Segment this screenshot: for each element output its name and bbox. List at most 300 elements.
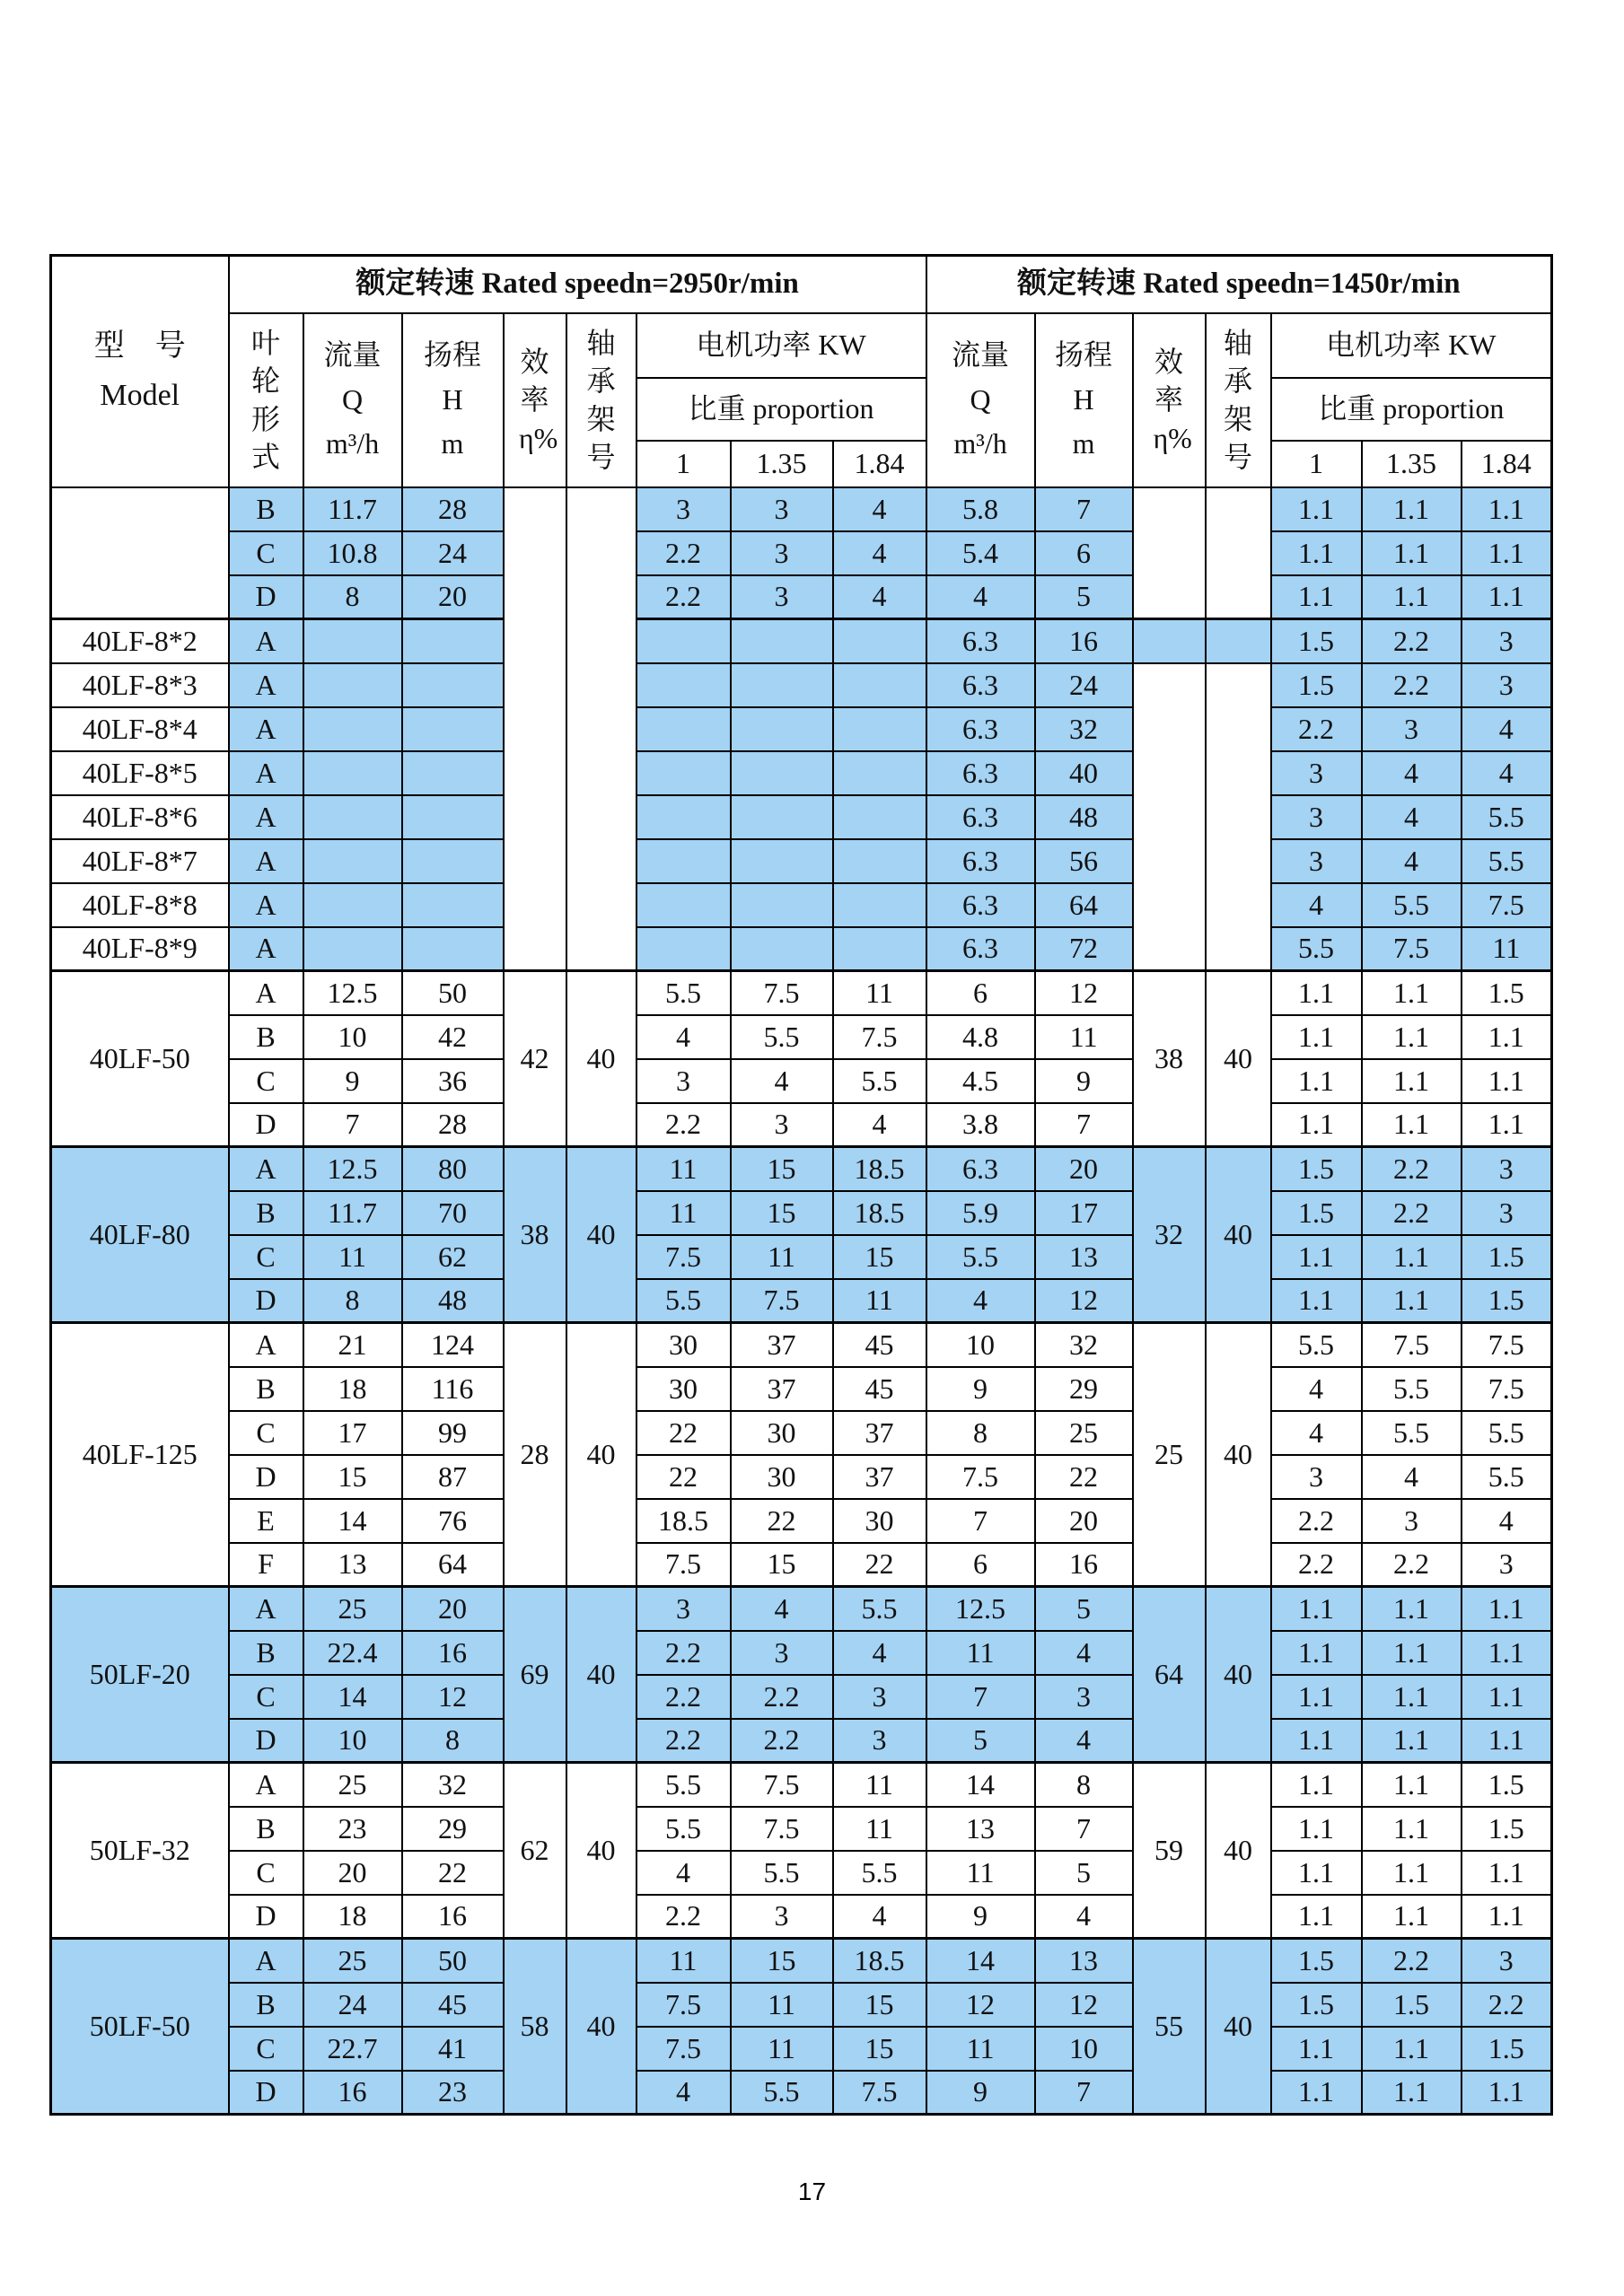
cell-power-2950: 5.5: [731, 2071, 833, 2115]
cell-efficiency-2950: 28: [504, 1323, 566, 1587]
cell-head-2950: [402, 751, 504, 795]
cell-power-1450: 1.1: [1462, 1015, 1552, 1059]
cell-power-1450: 1.1: [1362, 1631, 1462, 1675]
table-row: [51, 619, 1552, 663]
cell-impeller: D: [229, 2071, 303, 2115]
cell-efficiency-1450: [1133, 663, 1206, 971]
cell-flow-1450: 9: [926, 2071, 1035, 2115]
table-row: [51, 1015, 1552, 1059]
cell-power-1450: 1.1: [1362, 971, 1462, 1015]
cell-impeller: A: [229, 795, 303, 839]
cell-head-2950: 116: [402, 1367, 504, 1411]
cell-flow-1450: 6.3: [926, 707, 1035, 751]
cell-head-1450: 6: [1035, 531, 1133, 575]
cell-power-1450: 1.5: [1462, 1763, 1552, 1807]
cell-power-1450: 4: [1271, 1411, 1362, 1455]
cell-flow-1450: 4.5: [926, 1059, 1035, 1103]
table-row: [51, 1147, 1552, 1191]
cell-head-2950: 36: [402, 1059, 504, 1103]
cell-power-2950: 3: [731, 487, 833, 531]
cell-power-1450: 1.1: [1462, 487, 1552, 531]
cell-power-1450: 1.1: [1362, 1763, 1462, 1807]
cell-power-2950: 7.5: [636, 1235, 731, 1279]
cell-power-1450: 1.1: [1271, 1059, 1362, 1103]
cell-power-2950: 3: [731, 1103, 833, 1147]
proportion-header-2950: 比重 proportion: [636, 378, 926, 441]
cell-power-2950: [833, 751, 926, 795]
cell-head-2950: [402, 663, 504, 707]
cell-impeller: B: [229, 1191, 303, 1235]
cell-flow-1450: 7: [926, 1499, 1035, 1543]
cell-flow-2950: 8: [303, 1279, 402, 1323]
cell-power-2950: 18.5: [636, 1499, 731, 1543]
cell-power-1450: 4: [1362, 751, 1462, 795]
cell-efficiency-1450: 64: [1133, 1587, 1206, 1763]
cell-power-2950: 15: [731, 1543, 833, 1587]
cell-power-1450: 1.5: [1462, 1807, 1552, 1851]
cell-power-2950: 2.2: [636, 1631, 731, 1675]
cell-power-1450: 7.5: [1362, 1323, 1462, 1367]
cell-efficiency-2950: 38: [504, 1147, 566, 1323]
cell-power-1450: 3: [1362, 1499, 1462, 1543]
cell-flow-1450: 12.5: [926, 1587, 1035, 1631]
cell-flow-1450: 5: [926, 1719, 1035, 1763]
cell-power-2950: 4: [731, 1059, 833, 1103]
cell-impeller: A: [229, 1147, 303, 1191]
cell-impeller: B: [229, 487, 303, 531]
cell-power-1450: 7.5: [1462, 1367, 1552, 1411]
cell-flow-2950: 25: [303, 1587, 402, 1631]
sg-135-2950: 1.35: [731, 441, 833, 487]
proportion-header-1450: 比重 proportion: [1271, 378, 1552, 441]
cell-power-2950: 37: [731, 1323, 833, 1367]
cell-model: 40LF-8*3: [51, 663, 229, 707]
cell-impeller: C: [229, 1235, 303, 1279]
cell-power-2950: 2.2: [636, 1719, 731, 1763]
cell-power-1450: 1.1: [1362, 1279, 1462, 1323]
cell-power-2950: 18.5: [833, 1939, 926, 1983]
cell-power-2950: 15: [833, 1983, 926, 2027]
cell-power-1450: 2.2: [1362, 663, 1462, 707]
cell-flow-2950: 16: [303, 2071, 402, 2115]
cell-power-2950: [833, 927, 926, 971]
cell-impeller: C: [229, 1675, 303, 1719]
cell-impeller: A: [229, 1763, 303, 1807]
cell-power-1450: 1.1: [1271, 1807, 1362, 1851]
cell-power-1450: 1.1: [1271, 487, 1362, 531]
cell-flow-1450: 5.4: [926, 531, 1035, 575]
cell-head-2950: 80: [402, 1147, 504, 1191]
table-row: [51, 883, 1552, 927]
cell-power-1450: 1.1: [1362, 2071, 1462, 2115]
table-row: [51, 1983, 1552, 2027]
cell-head-2950: 42: [402, 1015, 504, 1059]
table-row: [51, 1719, 1552, 1763]
table-row: [51, 1499, 1552, 1543]
cell-power-2950: 3: [636, 1059, 731, 1103]
cell-power-1450: 3: [1271, 751, 1362, 795]
cell-efficiency-2950: 58: [504, 1939, 566, 2115]
cell-head-2950: [402, 883, 504, 927]
table-row: [51, 1587, 1552, 1631]
cell-power-2950: 30: [731, 1455, 833, 1499]
cell-flow-1450: 6.3: [926, 839, 1035, 883]
table-row: [51, 1411, 1552, 1455]
cell-power-2950: 22: [833, 1543, 926, 1587]
cell-impeller: A: [229, 663, 303, 707]
cell-impeller: C: [229, 1059, 303, 1103]
cell-head-1450: 17: [1035, 1191, 1133, 1235]
cell-power-2950: 22: [636, 1455, 731, 1499]
cell-flow-1450: 10: [926, 1323, 1035, 1367]
table-row: [51, 1455, 1552, 1499]
cell-head-2950: [402, 927, 504, 971]
cell-power-2950: [731, 619, 833, 663]
cell-efficiency-1450: 38: [1133, 971, 1206, 1147]
cell-power-2950: [636, 839, 731, 883]
cell-head-2950: 99: [402, 1411, 504, 1455]
cell-power-2950: 3: [731, 575, 833, 619]
table-row: [51, 2071, 1552, 2115]
cell-flow-1450: 6: [926, 1543, 1035, 1587]
cell-impeller: D: [229, 1455, 303, 1499]
cell-head-2950: 64: [402, 1543, 504, 1587]
cell-power-2950: 3: [636, 1587, 731, 1631]
cell-flow-2950: 15: [303, 1455, 402, 1499]
cell-power-2950: [636, 707, 731, 751]
sg-1-2950: 1: [636, 441, 731, 487]
cell-power-2950: 4: [833, 487, 926, 531]
cell-flow-2950: 12.5: [303, 971, 402, 1015]
cell-power-1450: 1.1: [1362, 1851, 1462, 1895]
cell-power-2950: [731, 707, 833, 751]
cell-power-1450: 4: [1362, 1455, 1462, 1499]
cell-bearing-2950: 40: [566, 1323, 636, 1587]
cell-impeller: A: [229, 883, 303, 927]
cell-power-2950: 11: [833, 971, 926, 1015]
cell-impeller: B: [229, 1983, 303, 2027]
cell-power-1450: 3: [1462, 1191, 1552, 1235]
cell-flow-1450: 12: [926, 1983, 1035, 2027]
cell-flow-1450: 11: [926, 1631, 1035, 1675]
table-row: [51, 1367, 1552, 1411]
cell-head-1450: 5: [1035, 575, 1133, 619]
cell-model: 40LF-80: [51, 1147, 229, 1323]
cell-power-1450: 5.5: [1271, 1323, 1362, 1367]
cell-power-1450: 1.1: [1271, 1719, 1362, 1763]
cell-power-1450: 5.5: [1462, 1411, 1552, 1455]
cell-power-1450: 4: [1462, 751, 1552, 795]
cell-power-1450: 7.5: [1462, 883, 1552, 927]
cell-power-2950: 4: [636, 2071, 731, 2115]
cell-flow-2950: 11.7: [303, 1191, 402, 1235]
cell-power-2950: 2.2: [636, 1895, 731, 1939]
cell-flow-2950: 10: [303, 1719, 402, 1763]
cell-head-2950: 23: [402, 2071, 504, 2115]
cell-power-2950: 5.5: [636, 971, 731, 1015]
cell-head-2950: 8: [402, 1719, 504, 1763]
cell-power-1450: 1.1: [1362, 531, 1462, 575]
cell-power-1450: 1.5: [1271, 1147, 1362, 1191]
cell-flow-1450: 6.3: [926, 795, 1035, 839]
table-row: [51, 1763, 1552, 1807]
cell-head-2950: 70: [402, 1191, 504, 1235]
flow-header-1450: 流量 Q m³/h: [926, 313, 1035, 487]
cell-power-1450: 1.5: [1271, 1191, 1362, 1235]
cell-power-1450: 1.5: [1271, 1983, 1362, 2027]
cell-power-2950: 11: [636, 1191, 731, 1235]
cell-head-1450: 32: [1035, 1323, 1133, 1367]
cell-impeller: D: [229, 1279, 303, 1323]
cell-model: 40LF-8*8: [51, 883, 229, 927]
cell-power-1450: 1.1: [1271, 1851, 1362, 1895]
cell-head-1450: 13: [1035, 1939, 1133, 1983]
cell-head-1450: 7: [1035, 1103, 1133, 1147]
cell-model: 40LF-8*5: [51, 751, 229, 795]
cell-power-2950: 2.2: [636, 1103, 731, 1147]
cell-head-1450: 4: [1035, 1631, 1133, 1675]
cell-power-1450: 2.2: [1271, 1543, 1362, 1587]
cell-bearing-1450: [1206, 663, 1271, 971]
cell-efficiency-1450: [1133, 487, 1206, 619]
cell-power-2950: 7.5: [731, 1279, 833, 1323]
cell-power-2950: 7.5: [731, 1763, 833, 1807]
cell-power-2950: 5.5: [833, 1587, 926, 1631]
cell-flow-1450: 5.8: [926, 487, 1035, 531]
cell-impeller: A: [229, 971, 303, 1015]
impeller-header: 叶轮形式: [229, 313, 303, 487]
cell-power-2950: 30: [731, 1411, 833, 1455]
cell-power-1450: 1.1: [1271, 1279, 1362, 1323]
cell-head-2950: 32: [402, 1763, 504, 1807]
cell-power-1450: 7.5: [1362, 927, 1462, 971]
cell-head-2950: 50: [402, 971, 504, 1015]
cell-power-1450: 2.2: [1362, 1147, 1462, 1191]
cell-power-2950: [731, 927, 833, 971]
cell-power-2950: 37: [731, 1367, 833, 1411]
cell-power-2950: [731, 883, 833, 927]
cell-power-2950: 7.5: [731, 1807, 833, 1851]
cell-power-1450: 1.1: [1462, 531, 1552, 575]
cell-head-2950: 50: [402, 1939, 504, 1983]
head-header-2950: 扬程 H m: [402, 313, 504, 487]
cell-head-1450: 32: [1035, 707, 1133, 751]
cell-power-2950: 4: [833, 1895, 926, 1939]
cell-power-2950: [833, 619, 926, 663]
cell-power-2950: 5.5: [636, 1279, 731, 1323]
cell-power-2950: 7.5: [636, 2027, 731, 2071]
cell-head-2950: [402, 839, 504, 883]
cell-flow-2950: 11: [303, 1235, 402, 1279]
table-row: [51, 663, 1552, 707]
cell-power-2950: 2.2: [636, 575, 731, 619]
sg-184-1450: 1.84: [1462, 441, 1552, 487]
cell-power-1450: 2.2: [1362, 619, 1462, 663]
cell-model: 40LF-8*7: [51, 839, 229, 883]
cell-power-2950: 3: [833, 1719, 926, 1763]
cell-flow-2950: 18: [303, 1895, 402, 1939]
cell-power-1450: 1.1: [1271, 575, 1362, 619]
cell-bearing-2950: 40: [566, 1147, 636, 1323]
cell-model: 40LF-125: [51, 1323, 229, 1587]
cell-power-2950: 2.2: [731, 1675, 833, 1719]
speed-2950-header: 额定转速 Rated speedn=2950r/min: [229, 256, 926, 313]
cell-flow-2950: 14: [303, 1675, 402, 1719]
cell-head-2950: 16: [402, 1631, 504, 1675]
cell-head-2950: 24: [402, 531, 504, 575]
cell-head-2950: 76: [402, 1499, 504, 1543]
cell-flow-1450: 13: [926, 1807, 1035, 1851]
cell-flow-1450: 11: [926, 1851, 1035, 1895]
cell-head-1450: 16: [1035, 1543, 1133, 1587]
cell-flow-2950: [303, 883, 402, 927]
cell-model: 40LF-8*2: [51, 619, 229, 663]
bearing-header-1450: 轴承架号: [1206, 313, 1271, 487]
cell-flow-2950: 11.7: [303, 487, 402, 531]
cell-power-2950: 3: [731, 531, 833, 575]
cell-model: 40LF-50: [51, 971, 229, 1147]
cell-power-1450: 1.1: [1462, 1719, 1552, 1763]
cell-power-1450: 5.5: [1462, 839, 1552, 883]
table-row: [51, 575, 1552, 619]
table-row: [51, 707, 1552, 751]
cell-power-2950: 45: [833, 1323, 926, 1367]
cell-power-1450: 1.1: [1271, 1675, 1362, 1719]
cell-bearing-1450: [1206, 619, 1271, 663]
cell-power-1450: 1.1: [1362, 1015, 1462, 1059]
cell-power-2950: 4: [636, 1015, 731, 1059]
flow-header-2950: 流量 Q m³/h: [303, 313, 402, 487]
cell-impeller: A: [229, 839, 303, 883]
cell-impeller: C: [229, 1851, 303, 1895]
cell-power-1450: 1.1: [1362, 1719, 1462, 1763]
header-row-columns: [51, 313, 1552, 378]
cell-power-1450: 2.2: [1271, 1499, 1362, 1543]
bearing-header-2950: 轴承架号: [566, 313, 636, 487]
cell-flow-2950: 10: [303, 1015, 402, 1059]
cell-head-1450: 24: [1035, 663, 1133, 707]
cell-power-1450: 1.1: [1362, 2027, 1462, 2071]
cell-flow-1450: 6.3: [926, 619, 1035, 663]
cell-head-2950: 48: [402, 1279, 504, 1323]
cell-impeller: A: [229, 707, 303, 751]
cell-power-2950: [833, 795, 926, 839]
cell-bearing-1450: 40: [1206, 1939, 1271, 2115]
cell-model: 40LF-8*4: [51, 707, 229, 751]
cell-bearing-1450: 40: [1206, 1587, 1271, 1763]
cell-power-1450: 3: [1271, 839, 1362, 883]
cell-power-1450: 1.1: [1362, 1103, 1462, 1147]
cell-head-2950: 29: [402, 1807, 504, 1851]
cell-power-1450: 1.1: [1271, 1103, 1362, 1147]
efficiency-header-2950: 效率η%: [504, 313, 566, 487]
cell-flow-2950: 13: [303, 1543, 402, 1587]
cell-head-1450: 5: [1035, 1851, 1133, 1895]
cell-power-2950: 45: [833, 1367, 926, 1411]
cell-bearing-1450: 40: [1206, 971, 1271, 1147]
cell-bearing-2950: 40: [566, 971, 636, 1147]
cell-power-1450: 1.1: [1362, 575, 1462, 619]
cell-head-1450: 22: [1035, 1455, 1133, 1499]
model-header-zh: 型 号: [93, 329, 186, 364]
cell-impeller: C: [229, 1411, 303, 1455]
cell-flow-2950: [303, 619, 402, 663]
cell-power-2950: 37: [833, 1455, 926, 1499]
sg-135-1450: 1.35: [1362, 441, 1462, 487]
cell-power-1450: 1.1: [1271, 1587, 1362, 1631]
cell-head-1450: 8: [1035, 1763, 1133, 1807]
cell-head-2950: 87: [402, 1455, 504, 1499]
cell-power-2950: [636, 619, 731, 663]
cell-impeller: D: [229, 1719, 303, 1763]
cell-power-2950: 2.2: [731, 1719, 833, 1763]
cell-flow-1450: 8: [926, 1411, 1035, 1455]
cell-bearing-1450: [1206, 487, 1271, 619]
cell-power-1450: 1.1: [1462, 1631, 1552, 1675]
cell-model: 50LF-32: [51, 1763, 229, 1939]
cell-flow-2950: 7: [303, 1103, 402, 1147]
table-row: [51, 1543, 1552, 1587]
cell-head-2950: 20: [402, 575, 504, 619]
cell-power-2950: 11: [833, 1807, 926, 1851]
cell-flow-1450: 4.8: [926, 1015, 1035, 1059]
cell-power-2950: 22: [731, 1499, 833, 1543]
cell-power-1450: 2.2: [1271, 707, 1362, 751]
cell-flow-1450: 5.9: [926, 1191, 1035, 1235]
page-number: 17: [797, 2178, 827, 2205]
cell-power-2950: [833, 883, 926, 927]
head-header-1450: 扬程 H m: [1035, 313, 1133, 487]
cell-power-2950: 7.5: [731, 971, 833, 1015]
cell-power-1450: 4: [1271, 1367, 1362, 1411]
cell-power-2950: 11: [731, 2027, 833, 2071]
cell-power-1450: 1.1: [1462, 2071, 1552, 2115]
cell-flow-2950: 21: [303, 1323, 402, 1367]
table-row: [51, 1235, 1552, 1279]
cell-power-2950: 11: [636, 1939, 731, 1983]
cell-head-1450: 48: [1035, 795, 1133, 839]
cell-power-2950: 5.5: [833, 1851, 926, 1895]
cell-power-2950: 3: [636, 487, 731, 531]
cell-power-1450: 4: [1362, 839, 1462, 883]
cell-power-1450: 4: [1462, 1499, 1552, 1543]
efficiency-header-1450: 效率η%: [1133, 313, 1206, 487]
cell-power-1450: 1.1: [1271, 2027, 1362, 2071]
cell-power-2950: 18.5: [833, 1147, 926, 1191]
cell-power-1450: 11: [1462, 927, 1552, 971]
cell-impeller: A: [229, 619, 303, 663]
cell-power-1450: 5.5: [1362, 1411, 1462, 1455]
cell-impeller: D: [229, 575, 303, 619]
cell-power-2950: 15: [731, 1191, 833, 1235]
cell-power-1450: 1.1: [1271, 1763, 1362, 1807]
cell-head-1450: 7: [1035, 2071, 1133, 2115]
cell-power-1450: 1.1: [1271, 531, 1362, 575]
table-row: [51, 1851, 1552, 1895]
cell-head-1450: 9: [1035, 1059, 1133, 1103]
cell-power-2950: 4: [731, 1587, 833, 1631]
cell-impeller: C: [229, 531, 303, 575]
cell-efficiency-1450: 25: [1133, 1323, 1206, 1587]
cell-power-1450: 1.5: [1462, 2027, 1552, 2071]
cell-flow-1450: 9: [926, 1895, 1035, 1939]
cell-flow-2950: [303, 839, 402, 883]
cell-flow-1450: 3.8: [926, 1103, 1035, 1147]
cell-power-1450: 1.1: [1271, 1631, 1362, 1675]
cell-head-1450: 20: [1035, 1147, 1133, 1191]
pump-spec-table: [49, 254, 1553, 2116]
cell-flow-2950: 22.7: [303, 2027, 402, 2071]
